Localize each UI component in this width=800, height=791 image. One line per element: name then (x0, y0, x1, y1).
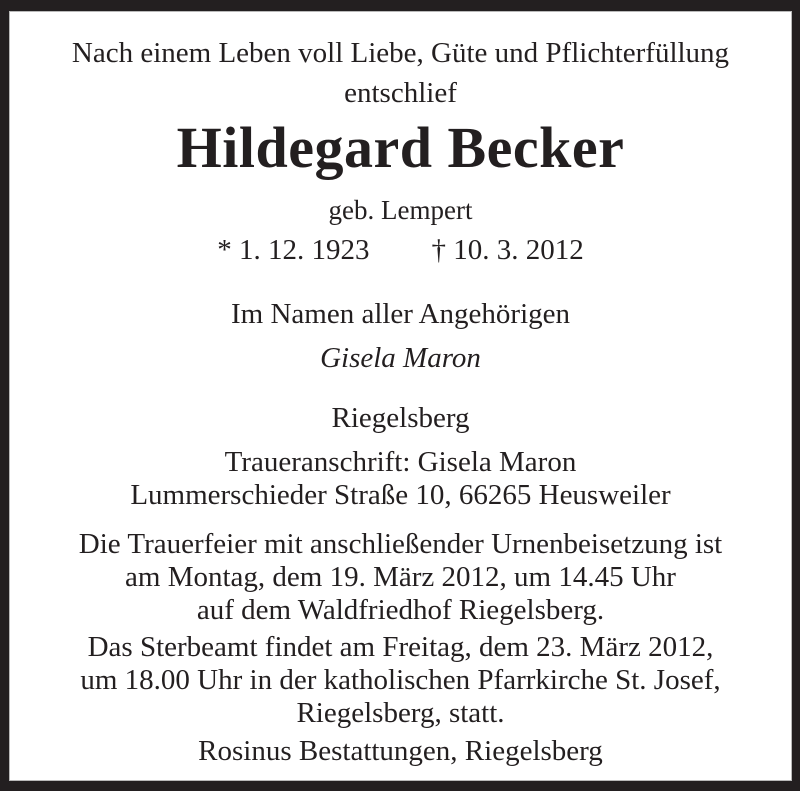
mourning-address-line-1: Traueranschrift: Gisela Maron (224, 446, 577, 478)
intro-text (10, 33, 791, 113)
funeral-line-3: auf dem Waldfriedhof Riegelsberg. (196, 594, 605, 626)
death-date: † 10. 3. 2012 (431, 234, 584, 266)
mourning-address-line-2: Lummerschieder Straße 10, 66265 Heusweiler (130, 479, 671, 511)
funeral-paragraph (10, 528, 791, 627)
mass-line-1: Das Sterbeamt findet am Freitag, dem 23. März 2012, (87, 631, 714, 663)
maiden-name: geb. Lempert (328, 195, 473, 225)
undertaker-name: Rosinus Bestattungen, Riegelsberg (198, 735, 603, 767)
mass-line-3: Riegelsberg, statt. (296, 697, 505, 729)
intro-line-2: entschlief (344, 77, 457, 109)
city-name: Riegelsberg (331, 402, 470, 434)
family-name: Gisela Maron (320, 342, 481, 374)
funeral-line-1: Die Trauerfeier mit anschließender Urnenbeisetzung ist (78, 528, 723, 560)
birth-date: * 1. 12. 1923 (217, 234, 370, 266)
intro-line-1: Nach einem Leben voll Liebe, Güte und Pflichterfüllung (71, 37, 730, 69)
funeral-line-2: am Montag, dem 19. März 2012, um 14.45 Uhr (125, 561, 676, 593)
mourning-address (10, 446, 791, 512)
life-dates (10, 232, 791, 268)
mass-paragraph (10, 631, 791, 730)
obituary-content (10, 12, 791, 780)
on-behalf-text: Im Namen aller Angehörigen (230, 298, 571, 330)
obituary-inner-border (9, 11, 792, 781)
deceased-name: Hildegard Becker (176, 115, 625, 180)
mass-line-2: um 18.00 Uhr in der katholischen Pfarrkirche St. Josef, (80, 664, 721, 696)
